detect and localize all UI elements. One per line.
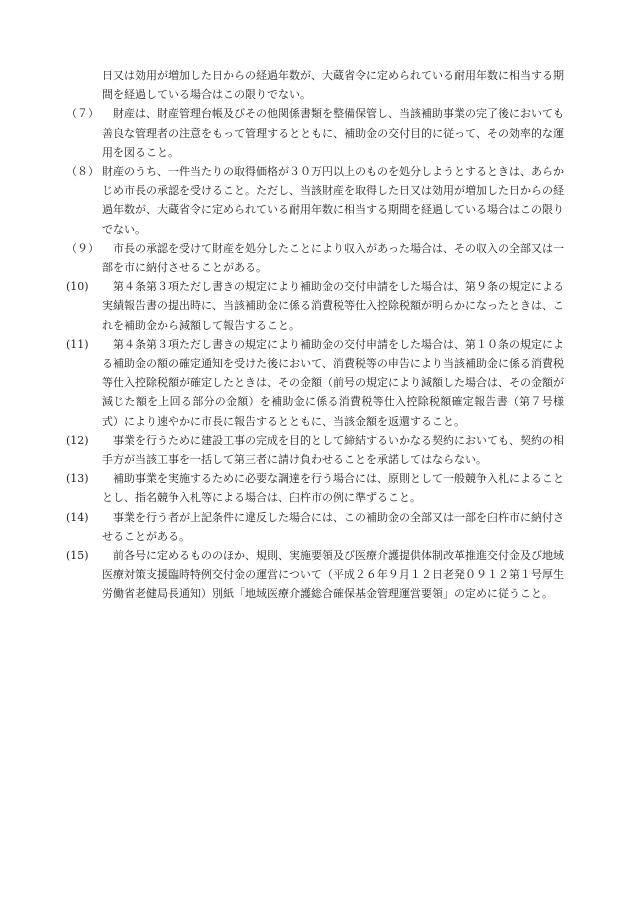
list-item-13 — [66, 469, 564, 507]
list-item-7 — [66, 104, 564, 162]
list-item-number: (13) — [66, 472, 89, 486]
document-body — [66, 66, 564, 604]
list-item-10 — [66, 277, 564, 335]
list-item-11 — [66, 335, 564, 431]
list-item-9 — [66, 239, 564, 277]
list-item-number: (11) — [66, 337, 89, 351]
list-item-8 — [66, 162, 564, 239]
list-item-text: 事業を行うために建設工事の完成を目的として締結するいかなる契約においても、契約の相手方が当該工事を一括して第三者に請け負わせることを承諾してはならない。 — [102, 433, 564, 467]
list-item-number: （７） — [66, 107, 99, 121]
list-item-text: 前各号に定めるもののほか、規則、実施要領及び医療介護提供体制改革推進交付金及び地域医療対策支援臨時特例交付金の運営について（平成２６年９月１２日老発０９１２第１号厚生労働省老健局長通知）別紙「地域医療介護総合確保基金管理運営要領」の定めに従うこと。 — [102, 549, 564, 601]
list-item-text: 補助事業を実施するために必要な調達を行う場合には、原則として一般競争入札によることとし、指名競争入札等による場合は、臼杵市の例に準ずること。 — [102, 472, 564, 505]
list-item-number: (10) — [66, 280, 89, 294]
list-item-number: （８） — [66, 165, 99, 179]
list-item-text: 第４条第３項ただし書きの規定により補助金の交付申請をした場合は、第１０条の規定による補助金の額の確定通知を受けた後において、消費税等の申告により当該補助金に係る消費税等仕入控除税額が確定したときは、その金額（前号の規定により減額した場合は、その金額が減じた額を上回る部分の金額）を補助金に係る消費税等仕入控除税額確定報告書（第７号様式）により速やかに市長に報告するとともに、当該金額を返還すること。 — [102, 337, 564, 428]
list-item-text: 事業を行う者が上記条件に違反した場合には、この補助金の全部又は一部を臼杵市に納付させることがある。 — [102, 510, 564, 543]
list-item-number: (15) — [66, 549, 89, 563]
continued-paragraph — [66, 66, 564, 104]
list-item-number: (14) — [66, 510, 89, 524]
list-item-15 — [66, 546, 564, 604]
list-item-number: （９） — [66, 241, 99, 255]
list-item-text: 財産のうち、一件当たりの取得価格が３０万円以上のものを処分しようとするときは、あらかじめ市長の承認を受けること。ただし、当該財産を取得した日又は効用が増加した日からの経過年数が、大蔵省令に定められている耐用年数に相当する期間を経過している場合はこの限りでない。 — [102, 165, 564, 236]
list-item-14 — [66, 508, 564, 546]
list-item-12 — [66, 431, 564, 469]
list-item-text: 第４条第３項ただし書きの規定により補助金の交付申請をした場合は、第９条の規定による実績報告書の提出時に、当該補助金に係る消費税等仕入控除税額が明らかになったときは、これを補助金から減額して報告すること。 — [102, 280, 564, 332]
list-item-number: (12) — [66, 433, 89, 447]
list-item-text: 財産は、財産管理台帳及びその他関係書類を整備保管し、当該補助事業の完了後においても善良な管理者の注意をもって管理するとともに、補助金の交付目的に従って、その効率的な運用を図ること。 — [102, 107, 564, 159]
continued-paragraph-text: 日又は効用が増加した日からの経過年数が、大蔵省令に定められている耐用年数に相当する期間を経過している場合はこの限りでない。 — [102, 69, 564, 102]
list-item-text: 市長の承認を受けて財産を処分したことにより収入があった場合は、その収入の全部又は一部を市に納付させることがある。 — [102, 241, 564, 275]
